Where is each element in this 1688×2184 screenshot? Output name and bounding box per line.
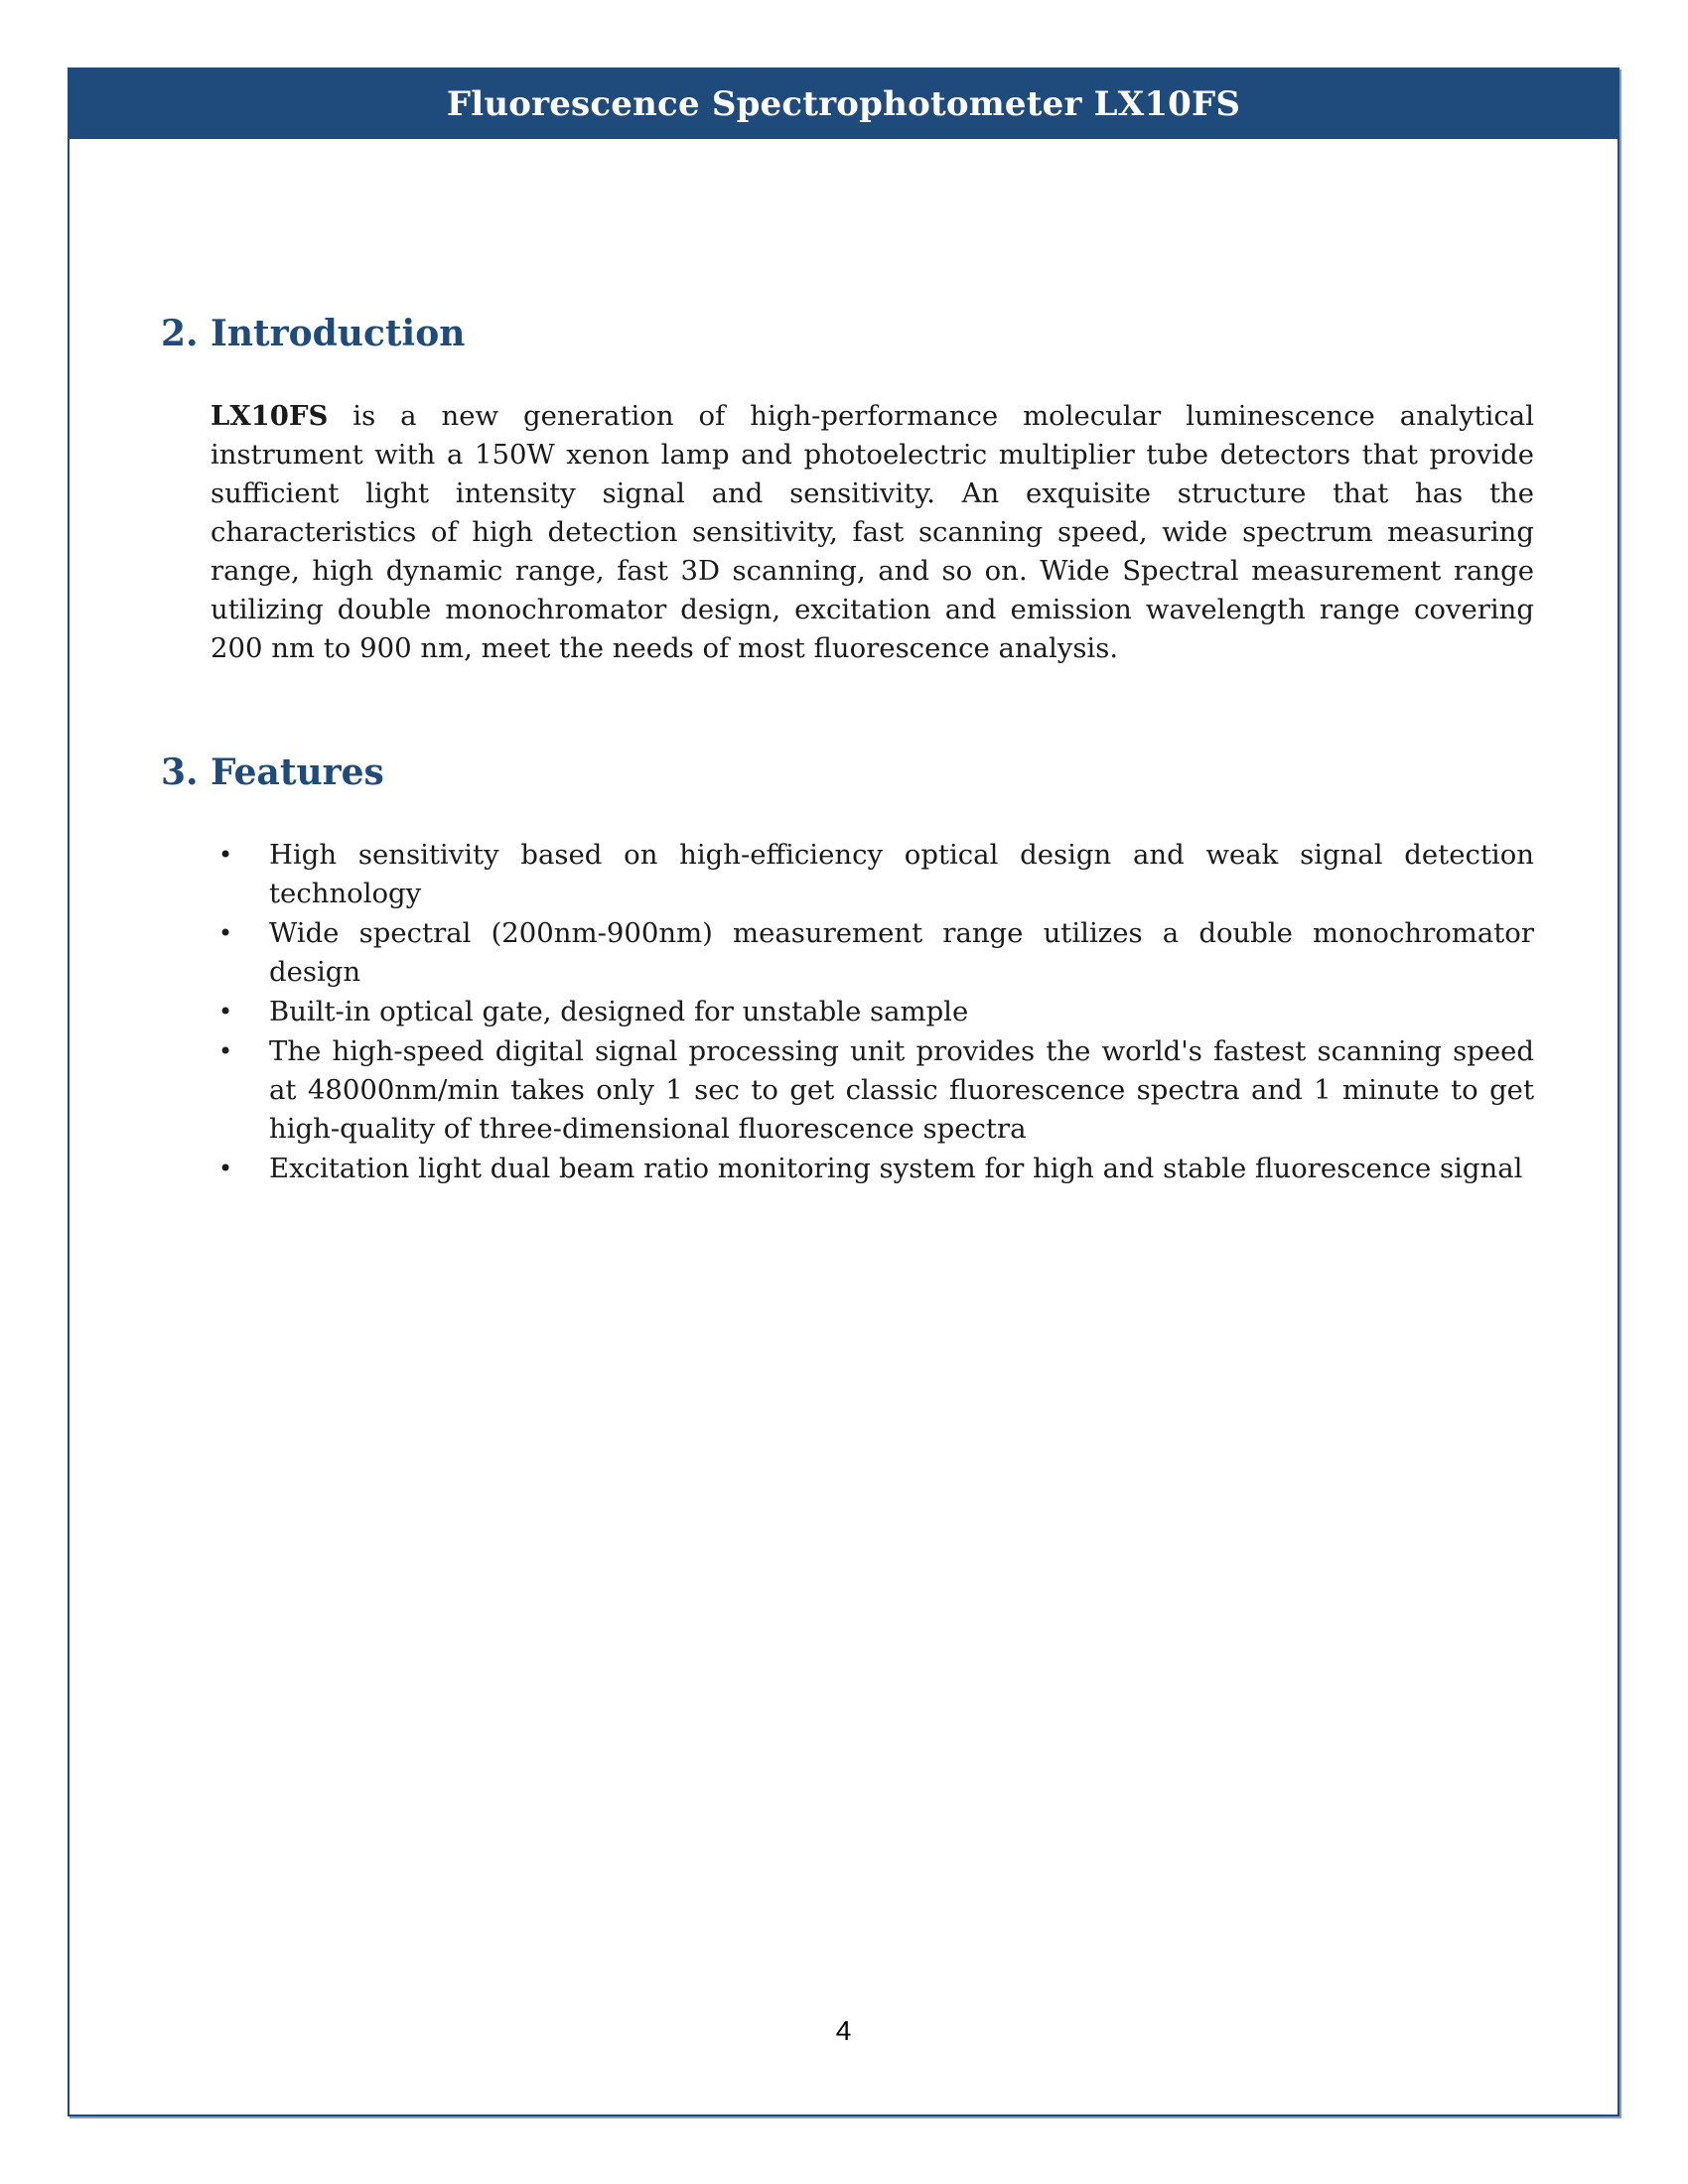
introduction-paragraph [211,397,1534,668]
feature-text: Excitation light dual beam ratio monitoring system for high and stable fluorescence signal [269,1153,1523,1184]
header-bar [70,69,1618,139]
feature-item [211,836,1534,913]
document-title: Fluorescence Spectrophotometer LX10FS [446,84,1241,124]
bullet-icon: • [218,841,233,869]
bullet-icon: • [218,1155,233,1182]
page-frame [68,68,1619,2116]
introduction-body: is a new generation of high-performance molecular luminescence analytical instrument with a 150W xenon lamp and photoelectric multiplier tube detectors that provide sufficient light intensity signal and sensitivity. An exquisite structure that has the characteristics of high detection sensitivity, fast scanning speed, wide spectrum measuring range, high dynamic range, fast 3D scanning, and so on. Wide Spectral measurement range utilizing double monochromator design, excitation and emission wavelength range covering 200 nm to 900 nm, meet the needs of most fluorescence analysis. [211,400,1534,664]
page-number: 4 [835,2015,852,2046]
feature-item [211,1150,1534,1188]
introduction-lead: LX10FS [211,400,329,432]
features-heading [161,751,384,793]
feature-text: Built-in optical gate, designed for unstable sample [269,996,969,1027]
features-heading-text: Features [211,751,384,793]
feature-item [211,1032,1534,1149]
feature-text: The high-speed digital signal processing unit provides the world's fastest scanning speed at 48000nm/min takes only 1 sec to get classic fluorescence spectra and 1 minute to get high-quality of three-dimensional fluorescence spectra [269,1035,1534,1145]
features-list [211,836,1534,1189]
bullet-icon: • [218,919,233,947]
introduction-heading [161,313,465,354]
feature-text: Wide spectral (200nm-900nm) measurement range utilizes a double monochromator design [269,917,1534,988]
feature-item [211,914,1534,992]
bullet-icon: • [218,1037,233,1065]
feature-item [211,993,1534,1031]
bullet-icon: • [218,998,233,1025]
introduction-number: 2. [161,313,199,354]
introduction-heading-text: Introduction [211,313,466,354]
features-number: 3. [161,751,199,793]
feature-text: High sensitivity based on high-efficiency optical design and weak signal detection technology [269,839,1534,909]
